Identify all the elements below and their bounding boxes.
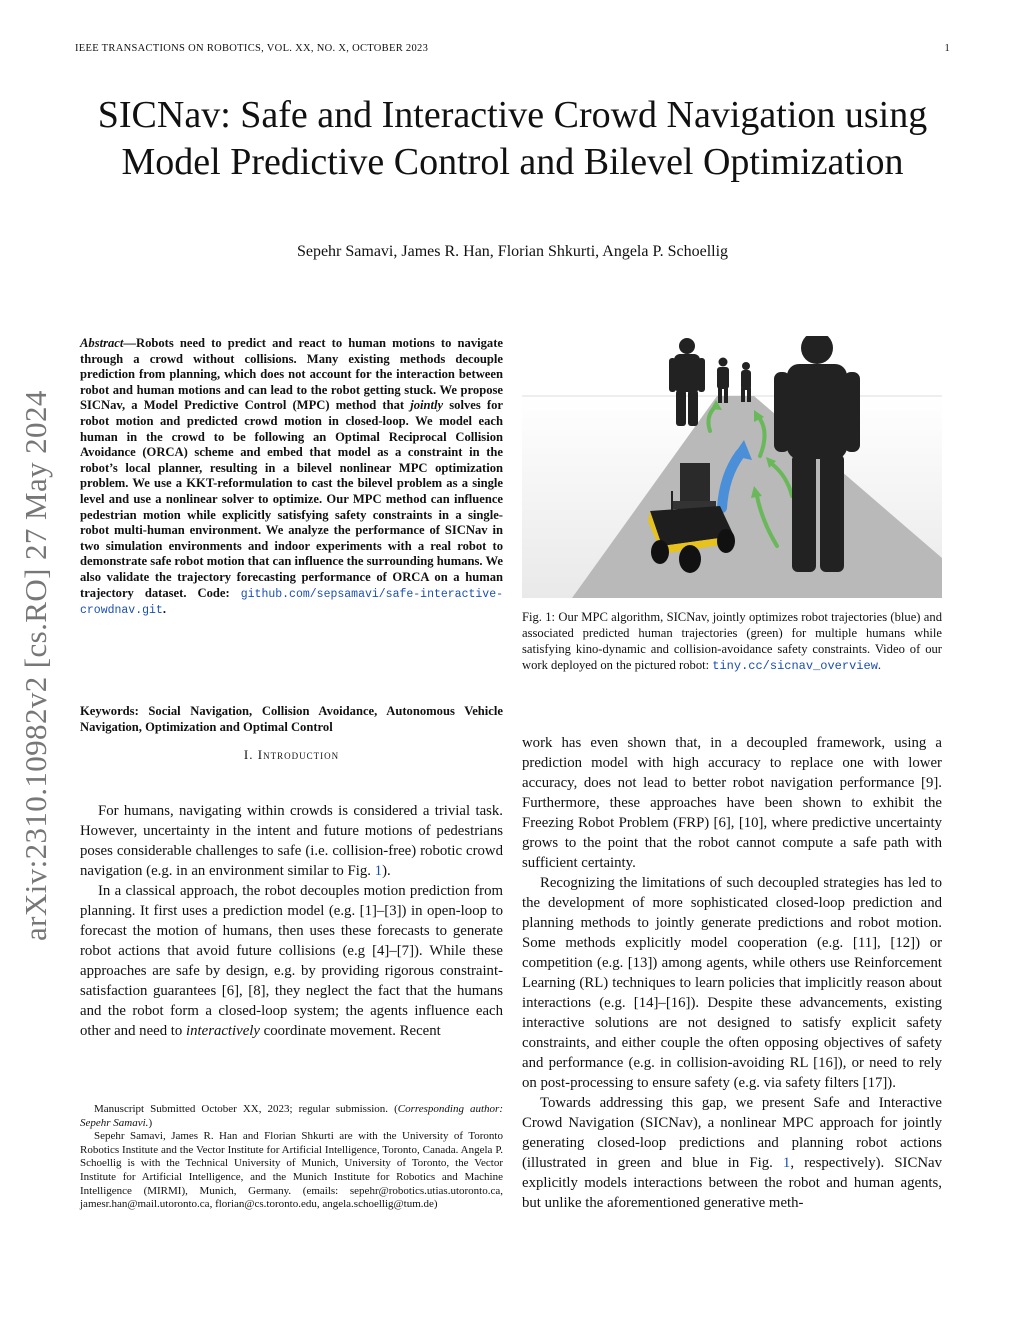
intro-paragraph-1 — [80, 801, 503, 881]
figure-1-illustration — [522, 336, 942, 598]
arxiv-stamp — [10, 345, 60, 945]
footnote-submission — [80, 1103, 503, 1130]
footnote — [80, 1103, 503, 1212]
code-link[interactable]: github.com/sepsamavi/safe-interactive-crowdnav.git — [80, 587, 503, 618]
abstract-label: Abstract — [80, 336, 124, 350]
intro-paragraph-2 — [80, 881, 503, 1041]
intro-p1-text: For humans, navigating within crowds is considered a trivial task. However, uncertainty in the intent and future motions of pedestrians poses considerable challenges to safe (i.e. collision-free) robotic crowd navigation (e.g. in an environment similar to Fig. — [80, 803, 503, 879]
running-head — [75, 43, 950, 54]
figure-1 — [522, 336, 942, 598]
section-title: Introduction — [257, 747, 340, 762]
abstract-emphasis: jointly — [410, 398, 444, 413]
caption-end: . — [877, 658, 882, 672]
intro-p2-text: In a classical approach, the robot decouples motion prediction from planning. It first uses a prediction model (e.g. [1]–[3]) in open-loop to forecast the motion of humans, then uses these forecasts to generate robot actions that avoid future collisions (e.g [4]–[7]). While these approaches are safe by design, e.g. by providing rigorous constraint-satisfaction guarantees [6], [8], they neglect the fact that the humans and the robot form a closed-loop system; the agents influence each other and need to — [80, 883, 503, 1039]
caption-text: Fig. 1: Our MPC algorithm, SICNav, jointly optimizes robot trajectories (blue) and associated predicted human trajectories (green) for multiple humans while satisfying kino-dynamic and collision-avoidance safety constraints. Video of our work deployed on the pictured robot: — [522, 610, 942, 672]
section-number: I. — [243, 747, 254, 762]
intro-p2-end: coordinate movement. Recent — [259, 1023, 441, 1039]
intro-right-column — [522, 733, 942, 1213]
intro-p2-emphasis: interactively — [186, 1023, 260, 1039]
intro-p1-end: ). — [382, 863, 391, 879]
author-list: Sepehr Samavi, James R. Han, Florian Shkurti, Angela P. Schoellig — [296, 243, 729, 260]
fig-ref[interactable]: 1 — [374, 863, 383, 879]
col2-paragraph-3 — [522, 1093, 942, 1213]
journal-info: IEEE TRANSACTIONS ON ROBOTICS, VOL. XX, NO. X, OCTOBER 2023 — [75, 43, 429, 54]
col2-paragraph-2: Recognizing the limitations of such decoupled strategies has led to the development of more sophisticated closed-loop prediction and planning methods to jointly generate predictions and robot motion. Some methods explicitly model cooperation (e.g. [11], [12]) or competition (e.g. [13]) among agents, while others use Reinforcement Learning (RL) techniques to learn policies that implicitly reason about interactions (e.g. [14]–[16]). Despite these advancements, existing interactive solutions are not designed to satisfy explicit safety constraints, and either couple the often opposing objectives of safety and performance (e.g. in collision-avoiding RL [16]), or need to rely on post-processing to ensure safety (e.g. via safety filters [17]). — [522, 875, 942, 1091]
fig-ref-2[interactable]: 1 — [782, 1155, 791, 1171]
paper-title: SICNav: Safe and Interactive Crowd Navigation using Model Predictive Control and Bilevel Optimization — [97, 94, 928, 183]
footnote-submission-end: ) — [148, 1116, 153, 1129]
abstract — [80, 336, 503, 619]
keywords: Keywords: Social Navigation, Collision Avoidance, Autonomous Vehicle Navigation, Optimization and Optimal Control — [80, 704, 503, 734]
intro-left-column — [80, 801, 503, 1041]
abstract-text-a: —Robots need to predict and react to human motions to navigate through a crowd without collisions. Many existing methods decouple prediction from planning, which does not account for the interaction between robot and human motions and can lead to the robot getting stuck. We propose SICNav, a Model Predictive Control (MPC) method that — [80, 336, 503, 413]
footnote-affiliations: Sepehr Samavi, James R. Han and Florian Shkurti are with the University of Toronto Robotics Institute and the Vector Institute for Artificial Intelligence, Toronto, Canada. Angela P. Schoellig is with the Technical University of Munich, University of Toronto, the Vector Institute for Artificial Intelligence, and the Munich Institute for Robotics and Machine Intelligence (MIRMI), Munich, Germany. (emails: sepehr@robotics.utias.utoronto.ca, jamesr.han@mail.utoronto.ca, florian@cs.toronto.edu, angela.schoellig@tum.de) — [80, 1130, 503, 1211]
col2-paragraph-1: work has even shown that, in a decoupled framework, using a prediction model with high accuracy to replace one with lower accuracy, does not lead to better robot navigation performance [9]. Furthermore, these approaches have been shown to exhibit the Freezing Robot Problem (FRP) [6], [10], where predictive uncertainty grows to the point that the robot cannot compute a safe path with sufficient certainty. — [522, 735, 942, 871]
figure-caption — [522, 609, 942, 674]
section-heading — [80, 747, 503, 763]
col2-p3-text: Towards addressing this gap, we present Safe and Interactive Crowd Navigation (SICNav), a nonlinear MPC approach for jointly generating closed-loop predictions and planning robot actions (illustrated in green and blue in Fig. — [522, 1095, 942, 1171]
footnote-corresponding: Corresponding author: Sepehr Samavi. — [80, 1103, 503, 1129]
footnote-submission-text: Manuscript Submitted October XX, 2023; regular submission. ( — [94, 1103, 398, 1115]
arxiv-id: arXiv:2310.10982v2 [cs.RO] 27 May 2024 — [18, 390, 53, 941]
col2-p3-end: , respectively). SICNav explicitly models interactions between the robot and human agents, but unlike the aforementioned generative meth- — [522, 1155, 943, 1211]
abstract-text-b: solves for robot motion and predicted crowd motion in closed-loop. We model each human in the crowd to be following an Optimal Reciprocal Collision Avoidance (ORCA) scheme and embed that model as a constraint in the robot’s local planner, resulting in a bilevel nonlinear MPC optimization problem. We use a KKT-reformulation to cast the bilevel problem as a single level and use a nonlinear solver to optimize. Our MPC method can influence pedestrian motion while explicitly satisfying safety constraints in a single-robot multi-human environment. We analyze the performance of SICNav in two simulation environments and indoor experiments with a real robot to demonstrate safe robot motion that can influence the surrounding humans. We also validate the trajectory forecasting performance of ORCA on a human trajectory dataset. Code: — [80, 398, 503, 600]
page-number: 1 — [944, 43, 950, 54]
video-link[interactable]: tiny.cc/sicnav_overview — [712, 659, 878, 673]
abstract-end: . — [162, 602, 166, 617]
